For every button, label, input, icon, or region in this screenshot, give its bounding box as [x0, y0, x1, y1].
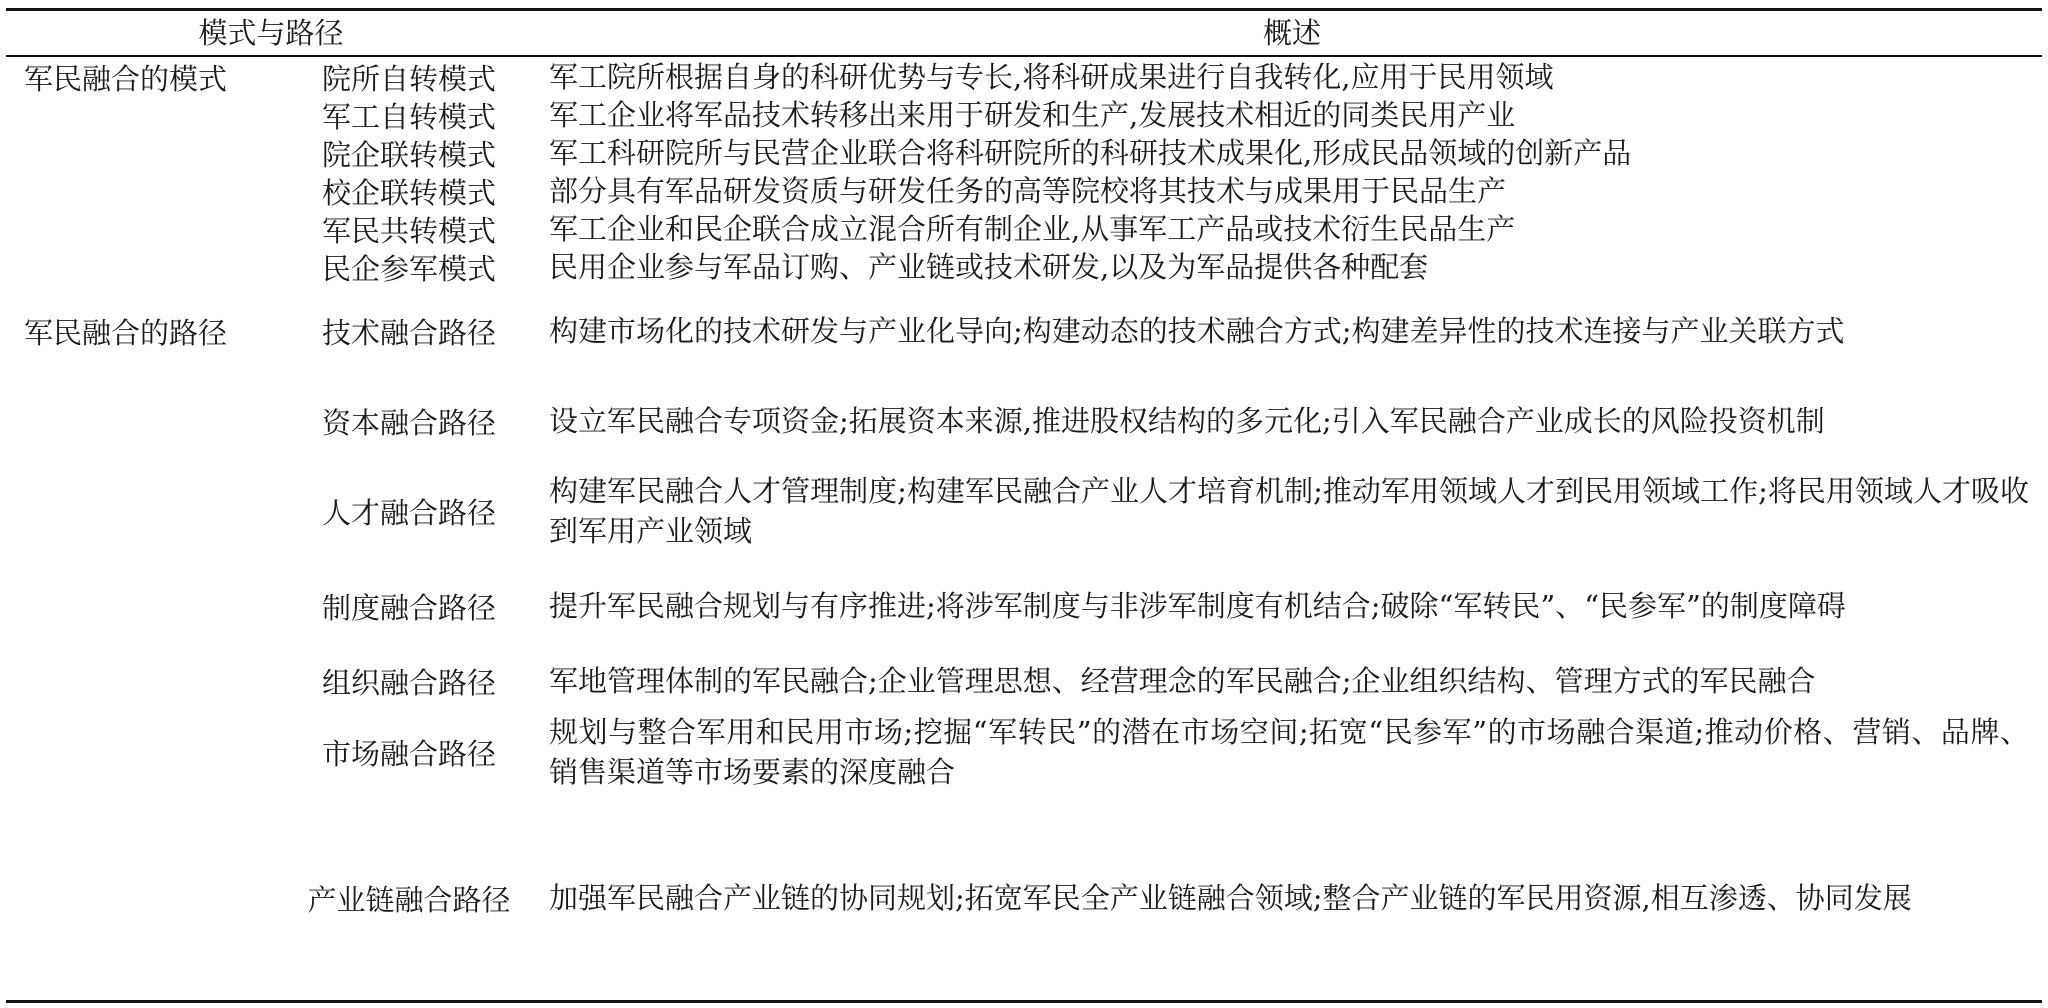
row-category — [24, 172, 274, 210]
row-item: 资本融合路径 — [321, 405, 496, 440]
row-item: 军民共转模式 — [321, 213, 496, 248]
row-description — [549, 706, 2029, 798]
data-table — [6, 8, 2042, 1003]
row-category: 军民融合的模式 — [24, 61, 228, 96]
table-row — [6, 656, 2042, 706]
row-item: 院企联转模式 — [321, 137, 496, 172]
row-description-text: 军地管理体制的军民融合;企业管理思想、经营理念的军民融合;企业组织结构、管理方式的军民融合 — [549, 664, 1816, 698]
table-row — [6, 96, 2042, 134]
table-row — [6, 466, 2042, 556]
row-item: 院所自转模式 — [321, 61, 496, 96]
row-description — [549, 248, 2029, 286]
row-description-text: 军工科研院所与民营企业联合将科研院所的科研技术成果化,形成民品领域的创新产品 — [549, 136, 1632, 170]
row-item: 制度融合路径 — [321, 590, 496, 625]
table-row — [6, 706, 2042, 798]
row-item: 技术融合路径 — [321, 315, 496, 350]
table-row — [6, 172, 2042, 210]
row-description — [549, 172, 2029, 210]
table-row — [6, 248, 2042, 286]
row-category — [24, 798, 274, 998]
row-description-text: 提升军民融合规划与有序推进;将涉军制度与非涉军制度有机结合;破除“军转民”、“民参军”的制度障碍 — [549, 589, 1846, 623]
row-description-text: 构建市场化的技术研发与产业化导向;构建动态的技术融合方式;构建差异性的技术连接与产业关联方式 — [549, 314, 1845, 348]
row-item: 产业链融合路径 — [307, 882, 511, 917]
row-description — [549, 134, 2029, 172]
row-category — [24, 96, 274, 134]
row-description-text: 设立军民融合专项资金;拓展资本来源,推进股权结构的多元化;引入军民融合产业成长的风险投资机制 — [549, 404, 1825, 438]
row-description — [549, 656, 2029, 706]
row-category — [24, 466, 274, 556]
row-description-text: 规划与整合军用和民用市场;挖掘“军转民”的潜在市场空间;拓宽“民参军”的市场融合渠道;推动价格、营销、品牌、销售渠道等市场要素的深度融合 — [549, 715, 2029, 789]
row-category — [24, 134, 274, 172]
row-category — [24, 248, 274, 286]
row-category — [24, 656, 274, 706]
header-overview: 概述 — [1262, 16, 1321, 50]
table-row — [6, 58, 2042, 96]
row-description-text: 军工企业将军品技术转移出来用于研发和生产,发展技术相近的同类民用产业 — [549, 98, 1516, 132]
row-description — [549, 58, 2029, 96]
table-row — [6, 376, 2042, 466]
row-description — [549, 798, 2029, 998]
row-description — [549, 466, 2029, 556]
row-category — [24, 706, 274, 798]
row-item: 民企参军模式 — [321, 251, 496, 286]
row-description-text: 加强军民融合产业链的协同规划;拓宽军民全产业链融合领域;整合产业链的军民用资源,相互渗透、协同发展 — [549, 881, 1912, 915]
row-item: 市场融合路径 — [321, 736, 496, 771]
row-description-text: 民用企业参与军品订购、产业链或技术研发,以及为军品提供各种配套 — [549, 250, 1429, 284]
row-category — [24, 556, 274, 656]
row-item: 校企联转模式 — [321, 175, 496, 210]
row-description — [549, 210, 2029, 248]
row-description — [549, 556, 2029, 656]
row-item: 组织融合路径 — [321, 665, 496, 700]
row-description-text: 军工企业和民企联合成立混合所有制企业,从事军工产品或技术衍生民品生产 — [549, 212, 1516, 246]
row-description — [549, 96, 2029, 134]
row-description — [549, 286, 2029, 376]
row-description — [549, 376, 2029, 466]
row-description-text: 构建军民融合人才管理制度;构建军民融合产业人才培育机制;推动军用领域人才到民用领域工作;将民用领域人才吸收到军用产业领域 — [549, 474, 2029, 548]
header-mode-path: 模式与路径 — [198, 16, 344, 50]
row-description-text: 军工院所根据自身的科研优势与专长,将科研成果进行自我转化,应用于民用领域 — [549, 60, 1554, 94]
table-row — [6, 134, 2042, 172]
row-item: 军工自转模式 — [321, 99, 496, 134]
row-category — [24, 376, 274, 466]
row-category — [24, 210, 274, 248]
row-item: 人才融合路径 — [321, 495, 496, 530]
row-category: 军民融合的路径 — [24, 315, 228, 350]
table-row — [6, 210, 2042, 248]
row-description-text: 部分具有军品研发资质与研发任务的高等院校将其技术与成果用于民品生产 — [549, 174, 1507, 208]
table-row — [6, 556, 2042, 656]
table-row — [6, 286, 2042, 376]
table-bottom-rule — [6, 1000, 2042, 1003]
table-row — [6, 798, 2042, 998]
